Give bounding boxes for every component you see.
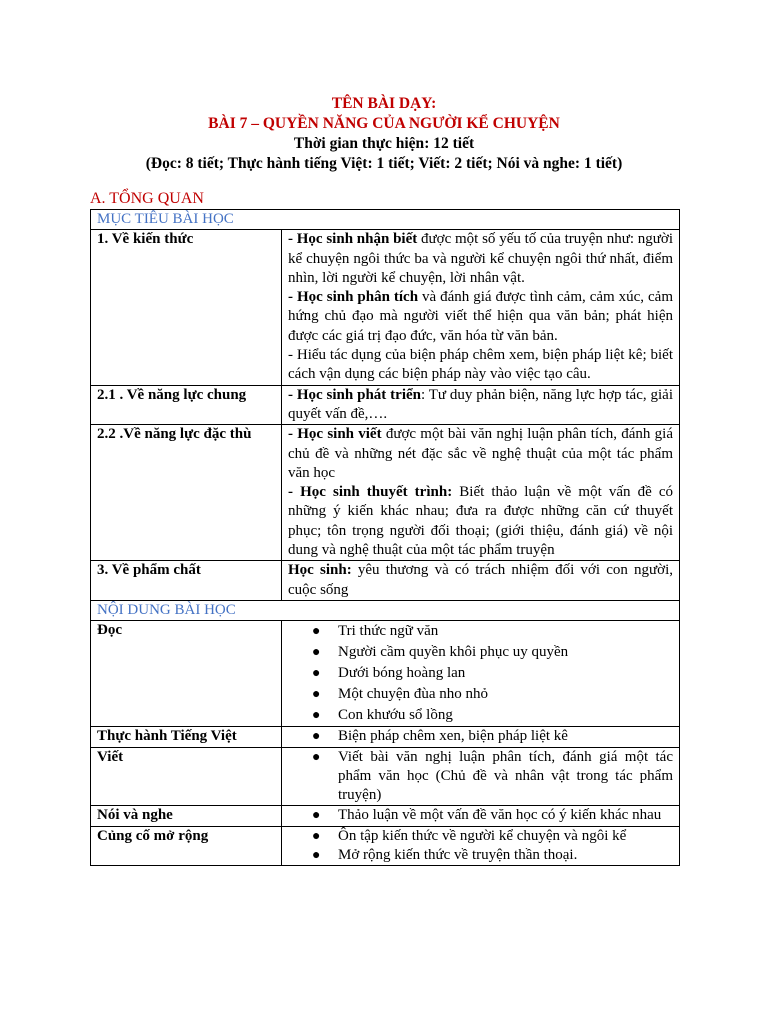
content-item-list: [288, 827, 673, 866]
content-heading: NỘI DUNG BÀI HỌC: [91, 600, 680, 620]
bullet-icon: ●: [312, 687, 321, 703]
objective-part-text: được một số yếu tố của truyện như: người kể chuyện ngôi thức ba và người kể chuyện ngôi thứ nhất, điểm nhìn, lời người kể chuyện, lời nhân vật.: [288, 231, 673, 286]
objective-description: [282, 385, 680, 425]
objective-part-emphasis: Học sinh:: [288, 562, 352, 579]
objective-label: 3. Về phẩm chất: [91, 561, 282, 601]
content-row: [91, 747, 680, 806]
content-item-text: Ôn tập kiến thức về người kể chuyện và ngôi kể: [338, 827, 627, 844]
content-item-text: Người cầm quyền khôi phục uy quyền: [338, 644, 569, 661]
bullet-icon: ●: [312, 828, 321, 844]
objective-part-emphasis: - Học sinh nhận biết: [288, 231, 418, 248]
content-item-text: Một chuyện đùa nho nhỏ: [338, 686, 488, 703]
bullet-icon: ●: [312, 729, 321, 745]
content-item: [312, 663, 673, 684]
duration-value: : 12 tiết: [424, 135, 475, 152]
objective-part: [288, 425, 673, 483]
content-items: [282, 727, 680, 747]
objective-part: [288, 483, 673, 560]
bullet-icon: ●: [312, 624, 321, 640]
content-items: [282, 806, 680, 826]
content-item: [312, 705, 673, 726]
content-label: Củng cố mở rộng: [91, 826, 282, 866]
content-item-text: Biện pháp chêm xen, biện pháp liệt kê: [338, 728, 568, 745]
objective-part-emphasis: - Học sinh phân tích: [288, 289, 419, 306]
objective-part-text: và đánh giá được tình cảm, cảm xúc, cảm hứng chủ đạo mà người viết thể hiện qua văn bản; phát hiện được các giá trị đạo đức, văn hóa từ văn bản.: [288, 289, 673, 344]
bullet-icon: ●: [312, 645, 321, 661]
content-item-text: Tri thức ngữ văn: [338, 623, 439, 640]
objective-part-emphasis: - Học sinh phát triển: [288, 386, 421, 403]
objective-row: [91, 425, 680, 561]
content-label: Nói và nghe: [91, 806, 282, 826]
objectives-heading-row: [91, 210, 680, 230]
lesson-header: [0, 94, 768, 174]
content-item-text: Thảo luận về một vấn đề văn học có ý kiến khác nhau: [338, 807, 662, 824]
objective-description: [282, 561, 680, 601]
lesson-duration: [0, 134, 768, 154]
bullet-icon: ●: [312, 848, 321, 864]
objective-part-emphasis: - Học sinh viết: [288, 426, 382, 443]
objective-label: 2.2 .Về năng lực đặc thù: [91, 425, 282, 561]
content-label: Viết: [91, 747, 282, 806]
objective-row: [91, 561, 680, 601]
objective-part: [288, 288, 673, 346]
content-item: [312, 748, 673, 806]
objective-label: 2.1 . Về năng lực chung: [91, 385, 282, 425]
bullet-icon: ●: [312, 666, 321, 682]
content-heading-row: [91, 600, 680, 620]
content-items: [282, 826, 680, 866]
objective-part: [288, 386, 673, 425]
objective-row: [91, 385, 680, 425]
lesson-name: BÀI 7 – QUYỀN NĂNG CỦA NGƯỜI KỂ CHUYỆN: [208, 115, 560, 132]
objective-description: [282, 230, 680, 385]
objective-part: [288, 346, 673, 385]
content-item-text: Con khướu sổ lồng: [338, 707, 453, 724]
overview-table: [90, 209, 680, 866]
objective-part-text: - Hiểu tác dụng của biện pháp chêm xem, biện pháp liệt kê; biết cách vận dụng các biện pháp này vào việc tạo câu.: [288, 347, 673, 383]
objective-part-text: : Tư duy phản biện, năng lực hợp tác, giải quyết vấn đề,….: [288, 386, 673, 422]
objective-label: 1. Về kiến thức: [91, 230, 282, 385]
content-items: [282, 747, 680, 806]
content-item-list: [288, 806, 673, 825]
objective-part-emphasis: - Học sinh thuyết trình:: [288, 484, 453, 501]
content-row: [91, 621, 680, 727]
content-item-list: [288, 621, 673, 726]
content-row: [91, 826, 680, 866]
content-item: [312, 727, 673, 746]
content-item-text: Dưới bóng hoàng lan: [338, 665, 466, 682]
content-item-list: [288, 748, 673, 806]
content-item: [312, 827, 673, 846]
content-item-text: Mở rộng kiến thức về truyện thần thoại.: [338, 847, 578, 864]
content-item: [312, 621, 673, 642]
objectives-heading: MỤC TIÊU BÀI HỌC: [91, 210, 680, 230]
content-item: [312, 684, 673, 705]
objective-row: [91, 230, 680, 385]
content-label: Đọc: [91, 621, 282, 727]
objective-part-text: Biết thảo luận về một vấn đề có những ý kiến khác nhau; đưa ra được những căn cứ thuyết phục; tôn trọng người đối thoại; (giới thiệu, đánh giá) về nội dung và nghệ thuật của một tác phẩm truyện: [288, 484, 673, 559]
objective-description: [282, 425, 680, 561]
content-item: [312, 642, 673, 663]
objective-part: [288, 230, 673, 288]
content-label: Thực hành Tiếng Việt: [91, 727, 282, 747]
content-row: [91, 806, 680, 826]
objective-part: [288, 561, 673, 600]
objective-part-text: được một bài văn nghị luận phân tích, đánh giá chủ đề và những nét đặc sắc về nghệ thuật của một tác phẩm văn học: [288, 426, 673, 481]
lesson-title-label: TÊN BÀI DẠY:: [331, 95, 437, 112]
bullet-icon: ●: [312, 708, 321, 724]
content-item-list: [288, 727, 673, 746]
content-item: [312, 846, 673, 865]
overview-table-body: [91, 210, 680, 866]
bullet-icon: ●: [312, 749, 321, 765]
bullet-icon: ●: [312, 808, 321, 824]
content-item-text: Viết bài văn nghị luận phân tích, đánh giá một tác phẩm văn học (Chủ đề và nhân vật trong tác phẩm truyện): [338, 748, 673, 804]
duration-label: Thời gian thực hiện: [293, 135, 425, 152]
content-item: [312, 806, 673, 825]
section-heading: A. TỔNG QUAN: [90, 190, 204, 207]
objective-part-text: yêu thương và có trách nhiệm đối với con người, cuộc sống: [288, 562, 673, 598]
content-items: [282, 621, 680, 727]
lesson-breakdown: (Đọc: 8 tiết; Thực hành tiếng Việt: 1 tiết; Viết: 2 tiết; Nói và nghe: 1 tiết): [145, 155, 623, 172]
content-row: [91, 727, 680, 747]
